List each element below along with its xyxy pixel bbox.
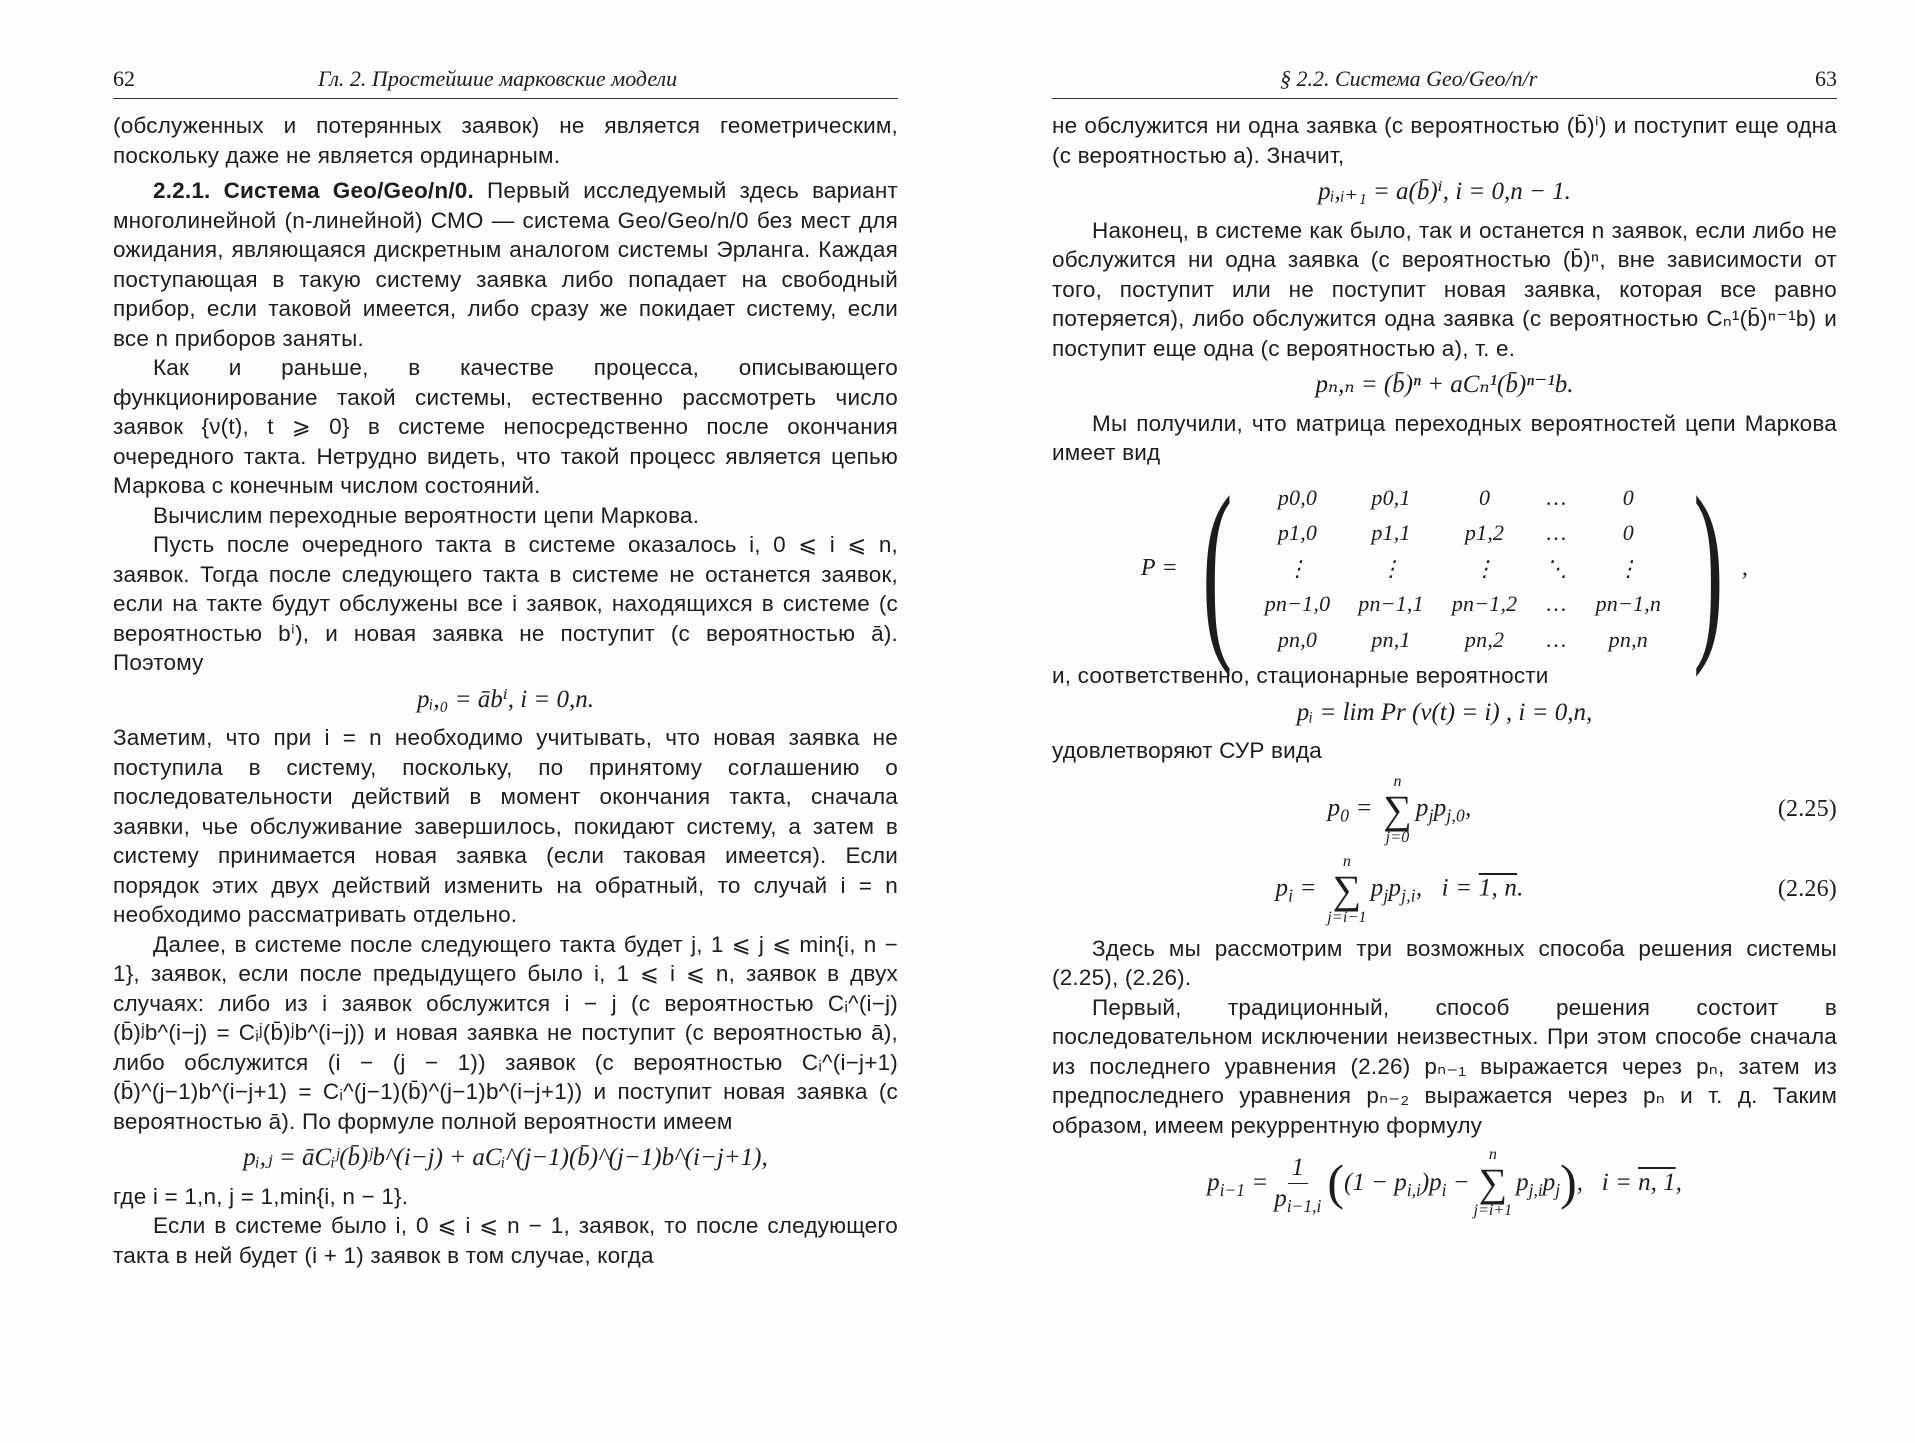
- formula-pi-i1: pᵢ,ᵢ₊₁ = a(b̄)ⁱ, i = 0,n − 1.: [1318, 178, 1571, 205]
- matrix-cell: ⋮: [1617, 555, 1640, 581]
- matrix-row: [1251, 622, 1675, 658]
- equation-2-25-label: (2.25): [1777, 795, 1837, 822]
- equation-2-26: [1052, 854, 1837, 926]
- matrix-cell: …: [1546, 520, 1567, 545]
- right-paragraph: Мы получили, что матрица переходных вероятностей цепи Маркова имеет вид: [1052, 410, 1837, 465]
- matrix-cell: 0: [1622, 520, 1634, 545]
- matrix-cell: 0: [1478, 484, 1491, 510]
- matrix-cell: pn−1,0: [1264, 591, 1331, 616]
- matrix-cell: …: [1546, 484, 1567, 510]
- equation-2-26-label: (2.26): [1777, 875, 1837, 902]
- left-body: [113, 111, 898, 1270]
- matrix-cell: p1,0: [1277, 520, 1318, 545]
- matrix-cell: pn,1: [1371, 626, 1411, 652]
- matrix-row: [1251, 515, 1675, 551]
- matrix-cell: pn,n: [1608, 626, 1648, 652]
- formula-pnn: pₙ,ₙ = (b̄)ⁿ + aCₙ¹(b̄)ⁿ⁻¹b.: [1315, 371, 1574, 398]
- matrix-cell: pn,0: [1277, 626, 1318, 652]
- right-paragraph: и, соответственно, стационарные вероятности: [1052, 663, 1549, 688]
- right-page-number: 63: [1815, 66, 1837, 91]
- right-body: [1052, 111, 1837, 1219]
- matrix-cell: …: [1546, 626, 1567, 652]
- left-paragraph: где i = 1,n, j = 1,min{i, n − 1}.: [113, 1183, 409, 1209]
- section-text: Первый исследуемый здесь вариант многолинейной (n-линейной) СМО — система Geo/Geo/n/0 без мест для ожидания, являющаяся дискретным аналогом системы Эрланга. Каждая поступающая в такую систему заявка либо попадает на свободный прибор, если таковой имеется, либо сразу же покидает систему, если все n приборов заняты.: [113, 178, 899, 351]
- matrix-cell: p0,1: [1371, 484, 1411, 510]
- recurrent-formula: $p_{i-1}$ = $\frac{1}{p_{i-1,i}}$ ( $(1 - p_{i,i})p_i$ − n ∑ j=i+1 $p_{j,i}p_j$ ) , i = n, 1,: [1207, 1146, 1682, 1219]
- matrix-cell: pn−1,2: [1451, 591, 1518, 616]
- matrix-row: [1251, 586, 1675, 622]
- matrix-cell: …: [1546, 591, 1567, 616]
- right-running-head: § 2.2. Система Geo/Geo/n/r: [1280, 66, 1538, 91]
- left-page: [113, 62, 898, 1427]
- matrix-row: [1251, 551, 1675, 587]
- formula-pij: pᵢ,ⱼ = āCᵢʲ(b̄)ʲb^(i−j) + aCᵢ^(j−1)(b̄)^(j−1)b^(i−j+1),: [243, 1144, 768, 1171]
- equation-2-26-body: $p_i$ = n ∑ j=i−1 $p_jp_{j,i}$, i = 1, n.: [1275, 852, 1524, 926]
- left-paragraph: Если в системе было i, 0 ⩽ i ⩽ n − 1, заявок, то после следующего такта в ней будет (i + 1) заявок в том случае, когда: [113, 1213, 898, 1268]
- matrix-table: [1251, 480, 1675, 658]
- matrix-cell: p1,2: [1464, 520, 1505, 545]
- right-paragraph: Наконец, в системе как было, так и останется n заявок, если либо не обслужится ни одна заявка (с вероятностью (b̄)ⁿ, вне зависимости от того, поступит или не поступит новая заявка, которая все равно потеряется), либо обслужится одна заявка (с вероятностью Cₙ¹(b̄)ⁿ⁻¹b) и поступит еще одна (с вероятностью a), т. е.: [1052, 217, 1837, 361]
- matrix-comma: ,: [1741, 554, 1749, 581]
- left-paragraph: Далее, в системе после следующего такта будет j, 1 ⩽ j ⩽ min{i, n − 1}, заявок, если после предыдущего было i, 1 ⩽ i ⩽ n, заявок в двух случаях: либо из i заявок обслужится i − j (с вероятностью Cᵢ^(i−j)(b̄)ʲb^(i−j) = Cᵢʲ(b̄)ʲb^(i−j)) и новая заявка не поступит (с вероятностью ā), либо обслужится (i − (j − 1)) заявок (с вероятностью Cᵢ^(i−j+1)(b̄)^(j−1)b^(i−j+1) = Cᵢ^(j−1)(b̄)^(j−1)b^(i−j+1)) и поступит новая заявка (с вероятностью ā). По формуле полной вероятности имеем: [113, 931, 898, 1134]
- section-title: 2.2.1. Система Geo/Geo/n/0.: [153, 178, 474, 203]
- right-page: [1052, 62, 1837, 1427]
- left-paren: (: [1202, 457, 1233, 679]
- matrix-cell: ⋮: [1379, 555, 1403, 581]
- right-paragraph: удовлетворяют СУР вида: [1052, 738, 1322, 763]
- matrix-cell: p0,0: [1277, 484, 1318, 510]
- matrix-cell: pn−1,1: [1358, 591, 1424, 616]
- matrix-cell: pn,2: [1464, 626, 1505, 652]
- matrix-cell: ⋮: [1473, 555, 1496, 581]
- left-paragraph: Вычислим переходные вероятности цепи Маркова.: [153, 502, 700, 528]
- formula-pi0: pᵢ,₀ = ābⁱ, i = 0,n.: [416, 685, 595, 713]
- left-running-header: [113, 62, 898, 99]
- right-paragraph: Здесь мы рассмотрим три возможных способа решения системы (2.25), (2.26).: [1052, 935, 1837, 990]
- equation-2-25-body: $p_0$ = n ∑ j=0 $p_jp_{j,0}$,: [1327, 772, 1472, 846]
- right-paren: ): [1693, 457, 1724, 679]
- right-paragraph: не обслужится ни одна заявка (с вероятностью (b̄)ⁱ) и поступит еще одна (с вероятностью a). Значит,: [1052, 113, 1837, 168]
- formula-stationary: pᵢ = lim Pr (ν(t) = i) , i = 0,n,: [1296, 698, 1593, 726]
- equation-2-25: [1052, 774, 1837, 846]
- matrix-cell: 0: [1622, 484, 1634, 510]
- left-paragraph: Как и раньше, в качестве процесса, описывающего функционирование такой системы, естественно рассмотреть число заявок {ν(t), t ⩾ 0} в системе непосредственно после окончания очередного такта. Нетрудно видеть, что такой процесс является цепью Маркова с конечным числом состояний.: [113, 355, 898, 498]
- matrix-cell: pn−1,n: [1595, 591, 1662, 616]
- matrix-cell: p1,1: [1371, 520, 1411, 545]
- matrix-cell: ⋱: [1545, 555, 1568, 581]
- section-paragraph: [113, 176, 898, 353]
- left-paragraph: (обслуженных и потерянных заявок) не является геометрическим, поскольку даже не является ординарным.: [113, 113, 898, 168]
- matrix-symbol: P =: [1140, 554, 1178, 581]
- left-running-head: Гл. 2. Простейшие марковские модели: [318, 66, 678, 91]
- matrix-cell: ⋮: [1286, 555, 1309, 581]
- left-paragraph: Пусть после очередного такта в системе оказалось i, 0 ⩽ i ⩽ n, заявок. Тогда после следующего такта в системе не останется заявок, если на такте будут обслужены все i заявок, находящихся в системе (с вероятностью bⁱ), и новая заявка не поступит (с вероятностью ā). Поэтому: [113, 532, 898, 675]
- right-paragraph: Первый, традиционный, способ решения состоит в последовательном исключении неизвестных. При этом способе сначала из последнего уравнения (2.26) pₙ₋₁ выражается через pₙ, затем из предпоследнего уравнения pₙ₋₂ выражается через pₙ и т. д. Таким образом, имеем рекуррентную формулу: [1052, 994, 1837, 1138]
- matrix-row: [1251, 480, 1675, 516]
- left-page-number: 62: [113, 66, 135, 91]
- left-paragraph: Заметим, что при i = n необходимо учитывать, что новая заявка не поступила в систему, поскольку, по принятому соглашению о последовательности действий в момент окончания такта, сначала заявки, чье обслуживание завершилось, покидают систему, а затем в систему принимается новая заявка (если таковая имеется). Если порядок этих двух действий изменить на обратный, то случай i = n необходимо рассматривать отдельно.: [113, 725, 898, 927]
- right-running-header: [1052, 62, 1837, 99]
